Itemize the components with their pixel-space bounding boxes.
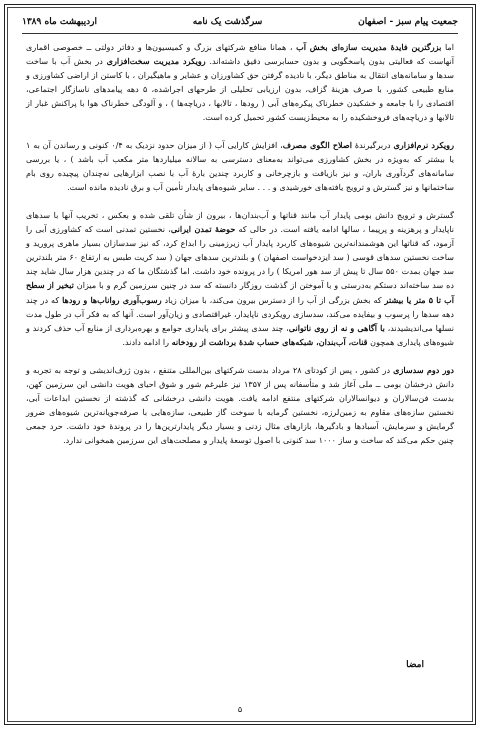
bold-phrase: رویکرد نرم‌افزاری <box>393 139 454 150</box>
text-run: ، نخستین تمدنی است که کشاورزی آبی را آزمود، که قناتها این هوشمندانه‌ترین شیوه‌های کاربرد پایدار آب زیرزمینی را ابداع کرد، که نیز سدسازان بسیار ماهری پرورید و ساخت نخستین سدهای قوسی ( سد ایزدخواست اصفهان ) و بلندترین سدهای جهان ( سد کریت طبس به ارتفاع ۶۰ متر بلندترین سد جهان بمدت ۵۵۰ سال تا پیش از سد هور امریکا ) را در پرونده خود داشت. اما گذشتگان ما که در چندین هزار سال شاید چند ده سد ساخته‌اند دستکم به‌درستی و با آموختن از گذشت روزگار دانسته که سد در چنین سرزمین گرم و با میزان <box>26 224 454 291</box>
text-run: ، همانا منافع شرکتهای بزرگ و کمیسیون‌ها و دفاتر دولتی ــ خصوصی اقماری آنهاست که فعالیتی بدون پاسخگویی و بدون حسابرسی دقیق داشته‌اند. <box>26 42 455 67</box>
text-run: ، افزایش کارایی آب ( از میزان حدود نزدیک به ۰/۴ کنونی و رساندن آن به ۱ یا بیشتر که به‌ویژه در بخش کشاورزی می‌تواند به‌معنای دسترسی به سالانه میلیاردها متر مکعب آب باشد ) ، یا بررسی سامانه‌های گردآوری باران، و نیز بازیافت و بازچرخانی و کاربرد چندین بارۀ آب با نصب ابزارهایی نه‌چندان پیچیده روی بام ساختمانها و نیز گسترش و ترویج یافته‌های خورشیدی و . . . سایر شیوه‌های پایدار تأمین آب و برق نادیده مانده است. <box>26 139 454 192</box>
page-number: ۵ <box>237 705 243 714</box>
paragraph-hardware-approach <box>26 40 454 125</box>
paragraph-software-approach <box>26 138 454 194</box>
header-org: جمعیت پیام سبز - اصفهان <box>358 17 458 27</box>
bold-phrase: حوضۀ تمدن ایرانی <box>170 224 236 235</box>
page-header <box>22 12 458 32</box>
text-run: گسترش و ترویج دانش بومی پایدار آب مانند قناتها و آب‌بندان‌ها ، بیرون از شأن تلقی شده و بعکس ، تخریب آنها با سدهای ناپایدار و پرهزینه و پرپیما ، سالها ادامه یافته است. در حالی که <box>26 209 454 235</box>
bold-phrase: رسوب‌آوری رواناب‌ها و رودها <box>62 294 162 305</box>
signature-label: امضا <box>406 660 424 670</box>
paragraph-second-dam-era <box>26 363 454 448</box>
bold-phrase: دور دوم سدسازی <box>393 364 454 375</box>
text-run: را ادامه دادند. <box>122 336 172 347</box>
header-title: سرگذشت یک نامه <box>192 17 263 27</box>
bold-phrase: رویکرد مدیریت سخت‌افزاری <box>106 56 206 67</box>
bold-phrase: قنات، آب‌بندان، شبکه‌های حساب شدۀ برداشت از رودخانه <box>171 336 368 347</box>
text-run: ، چند سدی پیشتر برای پایداری جوامع و بهره‌برداری از منابع آب حذف کردند و شیوه‌های پایداری همچون <box>26 322 454 347</box>
bold-phrase: با آگاهی و نه از روی ناتوانی <box>288 322 385 333</box>
text-run: اما <box>441 42 454 52</box>
letter-body <box>26 40 454 447</box>
text-run: دربرگیرندۀ <box>352 139 394 150</box>
text-run: در کشور ، پس از کودتای ۲۸ مرداد بدست شرکتهای بین‌المللی متنفع ، بدون ژرف‌اندیشی و توجه به تجربه و دانش درخشان بومی ــ ملی آغاز شد و متأسفانه پس از ۱۳۵۷ نیز علیرغم شور و شوق احیای هویت دانشی این سرزمین کهن، بدست فن‌سالاران و دیوانسالاران شرکتهای منتفع ادامه یافت. هویت دانشی درخشانی که گذشته از نخستین ابداعات آبی، نخستین سازه‌های مقاوم به زمین‌لرزه، نخستین گرمابه با سوخت گاز طبیعی، سازه‌هایی با صرفه‌جویانه‌ترین شیوه‌های ضرور گرمایش و سرمایش، آسبادها و بادگیرها، بازارهای مثال زدنی و بسیار دیگر پایدارترین‌ها را در پروندۀ خود داشت. حرد جمعی چنین حکم می‌کند که ساخت و ساز ۱۰۰۰ سد کنونی با اصول توسعۀ پایدار و مصلحت‌های این سرزمین همخوانی ندارد. <box>26 364 454 446</box>
text-run: که بخش بزرگی از آب را از دسترس بیرون می‌کند، با میزان زیاد <box>161 294 385 305</box>
header-divider <box>22 33 458 34</box>
paragraph-indigenous-knowledge <box>26 208 454 349</box>
bold-phrase: تبخیر از سطح آب تا ۵ متر یا بیشتر <box>26 280 454 305</box>
bold-phrase: بزرگترین فایدۀ مدیریت سازه‌ای بخش آب <box>296 42 442 52</box>
bold-phrase: اصلاح الگوی مصرف <box>282 139 352 150</box>
text-run: در بخش آب با ساخت سدها و سامانه‌های انتقال به مناطق دیگر، با نادیده گرفتن حق کشاورزان و عشایر و ماهیگیران ، با کاستن از اراضی کشاورزی و منابع طبیعی کشور، با صرف هزینۀ گزاف، بدون ارزیابی تحلیلی از طرحهای اجراشده، ۵ دهه پیامدهای ناسازگار اجتماعی، اقتصادی را با جامعه و خشکیدن خطرناک پیکره‌های آبی ( رودها ، تالابها ، دریاچه‌ها ) ، و آلودگی خطرناک هوا با پراکنش غبار از تالابها و دریاچه‌های فروخشکیده را به محیط‌زیست کشور تحمیل کرده است. <box>26 56 454 123</box>
header-date: اردیبهشت ماه ۱۳۸۹ <box>22 17 97 27</box>
text-run: که در چند دهه سدها را پرسوب و بیفایده می‌کند، سدسازی رویکردی ناپایدار، غیراقتصادی و زیان‌آور است. آنها که به فکر آب در طول مدت نسلها می‌اندیشیدند، <box>26 294 454 333</box>
